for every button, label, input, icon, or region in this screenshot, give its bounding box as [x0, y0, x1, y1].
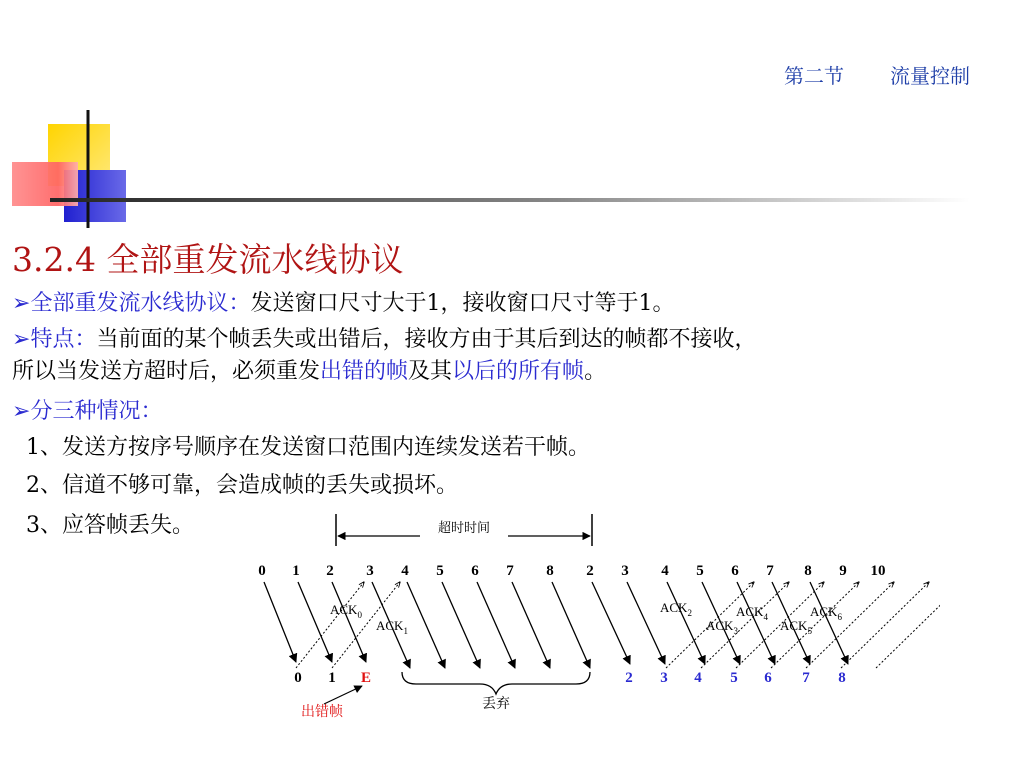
ack-label: $ACK_1$: [376, 618, 408, 636]
definition-label: 全部重发流水线协议：: [30, 291, 251, 316]
sent-frame-number: 4: [661, 563, 669, 579]
frame-arrow: [810, 582, 848, 664]
arrow-bullet-icon: ➢: [12, 327, 31, 352]
slide-title: 3.2.4 全部重发流水线协议: [12, 240, 404, 279]
sent-frame-number: 2: [326, 563, 334, 579]
ack-arrow: [806, 582, 894, 668]
received-frame-number: 5: [730, 670, 738, 686]
arrow-bullet-icon: ➢: [12, 399, 31, 424]
ack-arrow: [296, 582, 364, 668]
ack-label: $ACK_5$: [780, 618, 812, 636]
feature-line-continued: [12, 354, 606, 385]
sent-frame-number: 6: [731, 563, 739, 579]
frame-arrow: [477, 582, 515, 668]
sent-frame-number: 1: [292, 563, 300, 579]
received-frame-number: 1: [328, 670, 336, 686]
frame-arrow: [442, 582, 480, 668]
case-item-1: 1、发送方按序号顺序在发送窗口范围内连续发送若干帧。: [26, 435, 590, 460]
ack-label: $ACK_0$: [330, 602, 362, 620]
error-pointer-arrow: [324, 686, 362, 704]
feature-continued-end: 。: [584, 359, 607, 384]
definition-line: [12, 286, 674, 317]
feature-line: [12, 322, 756, 353]
frame-arrow: [667, 582, 705, 664]
go-back-n-diagram: [240, 508, 940, 728]
arrow-bullet-icon: ➢: [12, 291, 31, 316]
sent-frame-number: 0: [258, 563, 266, 579]
frame-arrow: [737, 582, 775, 664]
sent-frame-number: 5: [696, 563, 704, 579]
frame-arrow: [298, 582, 332, 662]
received-frame-number: 8: [838, 670, 846, 686]
sent-frame-number: 8: [546, 563, 554, 579]
feature-continued-mid: 及其: [408, 359, 453, 384]
sent-frame-number: 2: [586, 563, 594, 579]
decorative-blocks: [0, 100, 1024, 230]
frame-arrow: [332, 582, 366, 662]
sent-frame-number: 9: [839, 563, 847, 579]
ack-label: $ACK_4$: [736, 604, 768, 622]
sent-frame-number: 7: [766, 563, 774, 579]
discard-brace: [402, 672, 590, 694]
frame-arrow: [627, 582, 665, 664]
sent-frame-number: 7: [506, 563, 514, 579]
sent-frame-number: 3: [366, 563, 374, 579]
slide-header: [784, 60, 970, 89]
ack-label: $ACK_3$: [706, 618, 738, 636]
case-item-3: 3、应答帧丢失。: [26, 513, 194, 538]
sent-frame-number: 6: [471, 563, 479, 579]
feature-text: 当前面的某个帧丢失或出错后，接收方由于其后到达的帧都不接收，: [96, 327, 757, 352]
frame-lines: [264, 582, 848, 668]
sent-frame-number: 5: [436, 563, 444, 579]
received-frame-number: 3: [660, 670, 668, 686]
frame-arrow: [264, 582, 296, 662]
cases-line: [12, 394, 162, 425]
timeout-label: 超时时间: [437, 520, 491, 535]
definition-text: 发送窗口尺寸大于1，接收窗口尺寸等于1。: [250, 291, 675, 316]
error-frame-mark: E: [360, 670, 372, 686]
feature-label: 特点：: [30, 327, 97, 352]
frame-arrow: [552, 582, 590, 668]
frame-arrow: [512, 582, 550, 668]
received-frame-number: 2: [625, 670, 633, 686]
ack-label: $ACK_6$: [810, 604, 842, 622]
header-rule: [50, 198, 970, 202]
timeout-bracket: [336, 514, 592, 546]
error-frame-label: 出错帧: [301, 705, 343, 720]
cases-label: 分三种情况：: [30, 399, 163, 424]
ack-arrow: [841, 582, 929, 668]
highlight-error-frame: 出错的帧: [320, 359, 409, 384]
feature-continued-text: 所以当发送方超时后，必须重发: [12, 359, 321, 384]
section-label: 第二节: [784, 64, 844, 88]
received-frame-number: 4: [694, 670, 702, 686]
ack-label: $ACK_2$: [660, 600, 692, 618]
topic-label: 流量控制: [890, 64, 970, 88]
received-frame-number: 7: [802, 670, 810, 686]
discard-label: 丢弃: [482, 697, 510, 712]
received-frame-number: 6: [764, 670, 772, 686]
case-item-2: 2、信道不够可靠，会造成帧的丢失或损坏。: [26, 473, 458, 498]
highlight-following-frames: 以后的所有帧: [452, 359, 585, 384]
sent-frame-number: 4: [401, 563, 409, 579]
received-frame-number: 0: [294, 670, 302, 686]
sent-frame-number: 3: [621, 563, 629, 579]
sent-frame-number: 10: [870, 563, 886, 579]
frame-arrow: [592, 582, 630, 664]
sent-frame-number: 8: [804, 563, 812, 579]
frame-arrow: [407, 582, 445, 668]
